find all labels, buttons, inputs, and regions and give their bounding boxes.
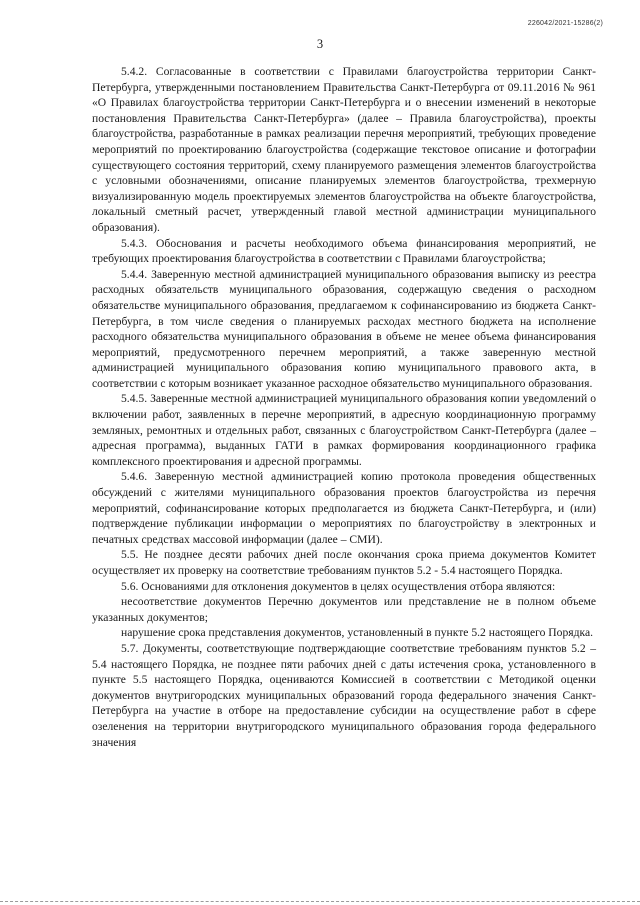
- paragraph-5-7: 5.7. Документы, соответствующие подтверждающие соответствие требованиям пунктов 5.2 – 5.4 настоящего Порядка, не позднее пяти рабочих дней с даты истечения срока, установленного в пункте 5.5 настоящего Порядка, оцениваются Комиссией в соответствии с Методикой оценки документов внутригородских муниципальных образований города федерального значения Санкт-Петербурга на участие в отборе на предоставление субсидии на осуществление работ в сфере озеленения на территории внутригородского муниципального образования города федерального значения: [92, 641, 596, 749]
- paragraph-5-4-6: 5.4.6. Заверенную местной администрацией копию протокола проведения общественных обсуждений с жителями муниципального образования проектов благоустройства из перечня мероприятий, софинансирование которых предполагается из бюджета Санкт-Петербурга, и (или) подтверждение публикации информации о мероприятиях по благоустройству в электронных и печатных средствах массовой информации (далее – СМИ).: [92, 470, 596, 546]
- paragraph-5-6: 5.6. Основаниями для отклонения документов в целях осуществления отбора являются:: [121, 579, 556, 593]
- paragraph-5-4-3: 5.4.3. Обоснования и расчеты необходимого объема финансирования мероприятий, не требующих проектирования благоустройства в соответствии с Правилами благоустройства;: [92, 236, 596, 266]
- page-number: 3: [316, 37, 324, 51]
- paragraph-5-6-item-1: несоответствие документов Перечню документов или представление не в полном объеме указанных документов;: [92, 595, 596, 624]
- paragraph-5-4-2: 5.4.2. Согласованные в соответствии с Правилами благоустройства территории Санкт-Петербурга, утвержденными постановлением Правительства Санкт-Петербурга от 09.11.2016 № 961 «О Правилах благоустройства территории Санкт-Петербурга и о внесении изменений в некоторые постановления Правительства Санкт-Петербурга» (далее – Правила благоустройства), проекты благоустройства, разработанные в рамках реализации перечня мероприятий, требующих проведение мероприятий по проектированию благоустройства (содержащие текстовое описание и фотографии существующего состояния территорий, схему планируемого размещения элементов благоустройства с условными обозначениями, описание планируемых элементов благоустройства, трехмерную визуализированную модель проектируемых элементов благоустройства на объекте благоустройства, локальный сметный расчет, утвержденный главой местной администрации муниципального образования).: [92, 65, 596, 234]
- paragraph-5-4-5: 5.4.5. Заверенные местной администрацией муниципального образования копии уведомлений о включении работ, заявленных в перечне мероприятий, в адресную координационную программу земляных, ремонтных и отдельных работ, связанных с благоустройством Санкт-Петербурга (далее – адресная программа), выданных ГАТИ в рамках формирования координационного графика комплексного проектирования и адресной программы.: [92, 392, 596, 468]
- document-body: [92, 64, 596, 750]
- paragraph-5-4-4: 5.4.4. Заверенную местной администрацией муниципального образования выписку из реестра расходных обязательств муниципального образования, содержащую сведения о расходном обязательстве муниципального образования, предлагаемом к софинансированию из бюджета Санкт-Петербурга, в том числе сведения о планируемых расходах местного бюджета на исполнение расходного обязательства муниципального образования в объеме не менее объема финансирования мероприятий, предусмотренного перечнем мероприятий, а также заверенную местной администрацией муниципального образования копию муниципального правового акта, в соответствии с которым возникает указанное расходное обязательство муниципального образования.: [92, 267, 596, 390]
- paragraph-5-5: 5.5. Не позднее десяти рабочих дней после окончания срока приема документов Комитет осуществляет их проверку на соответствие требованиям пунктов 5.2 - 5.4 настоящего Порядка.: [92, 548, 596, 577]
- scan-edge-line: [0, 901, 640, 903]
- document-id: 226042/2021-15286(2): [527, 20, 603, 27]
- paragraph-5-6-item-2: нарушение срока представления документов, установленный в пункте 5.2 настоящего Порядка.: [121, 626, 593, 640]
